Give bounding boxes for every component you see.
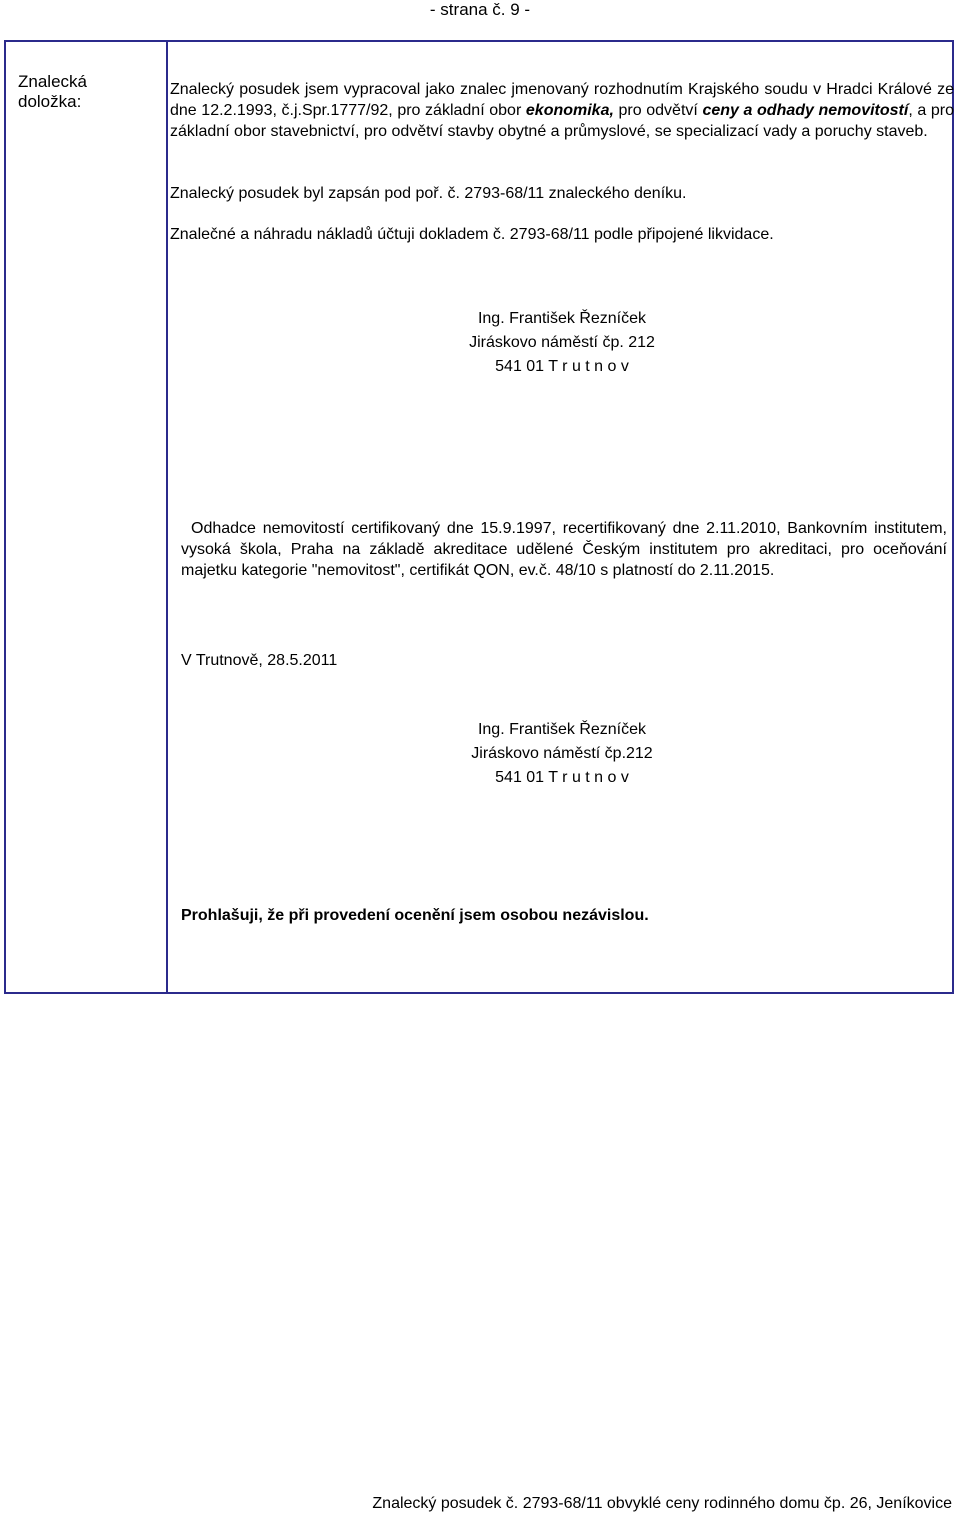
- page-number: - strana č. 9 -: [429, 0, 531, 19]
- certification-paragraph: [181, 518, 947, 581]
- signature-name: Ing. František Řezníček: [477, 310, 647, 327]
- page-footer: Znalecký posudek č. 2793-68/11 obvyklé ceny rodinného domu čp. 26, Jeníkovice: [372, 1495, 952, 1512]
- appointment-paragraph: [170, 79, 954, 142]
- signature-block-2: [170, 718, 954, 790]
- clause-content-cell: [170, 42, 955, 992]
- appointment-text-1: Znalecký posudek jsem vypracoval jako znalec jmenovaný rozhodnutím Krajského soudu v Hradci Králové ze dne 12.2.1993, č.j.Spr.1777/92, pro základní obor: [170, 81, 954, 119]
- appointment-field: ekonomika,: [525, 102, 614, 119]
- appointment-branch: ceny a odhady nemovitostí: [702, 102, 909, 119]
- date-line: V Trutnově, 28.5.2011: [181, 652, 338, 669]
- appointment-text-3: , a pro základní obor stavebnictví, pro odvětví stavby obytné a průmyslové, se specializací vady a poruchy staveb.: [170, 102, 955, 140]
- independence-declaration: Prohlašuji, že při provedení ocenění jsem osobou nezávislou.: [181, 907, 649, 924]
- clause-label-line1: Znalecká: [18, 72, 87, 91]
- clause-label-line2: doložka:: [18, 92, 82, 111]
- signature-name: Ing. František Řezníček: [477, 721, 647, 738]
- certification-text: Odhadce nemovitostí certifikovaný dne 15.9.1997, recertifikovaný dne 2.11.2010, Bankovním institutem, vysoká škola, Praha na základě akreditace udělené Českým institutem pro akreditaci, pro oceňování majetku kategorie "nemovitost", certifikát QON, ev.č. 48/10 s platností do 2.11.2015.: [181, 520, 947, 579]
- fee-paragraph: Znalečné a náhradu nákladů účtuji dokladem č. 2793-68/11 podle připojené likvidace.: [170, 226, 774, 243]
- signature-city: 541 01 T r u t n o v: [495, 358, 629, 375]
- registration-paragraph: Znalecký posudek byl zapsán pod poř. č. 2793-68/11 znaleckého deníku.: [170, 185, 687, 202]
- clause-label-cell: [6, 42, 168, 992]
- expert-clause-table: [4, 40, 954, 994]
- signature-city: 541 01 T r u t n o v: [495, 769, 629, 786]
- clause-label: [18, 72, 158, 112]
- appointment-text-2: pro odvětví: [613, 102, 703, 119]
- signature-street: Jiráskovo náměstí čp.212: [471, 745, 653, 762]
- signature-street: Jiráskovo náměstí čp. 212: [469, 334, 655, 351]
- signature-block-1: [170, 307, 954, 379]
